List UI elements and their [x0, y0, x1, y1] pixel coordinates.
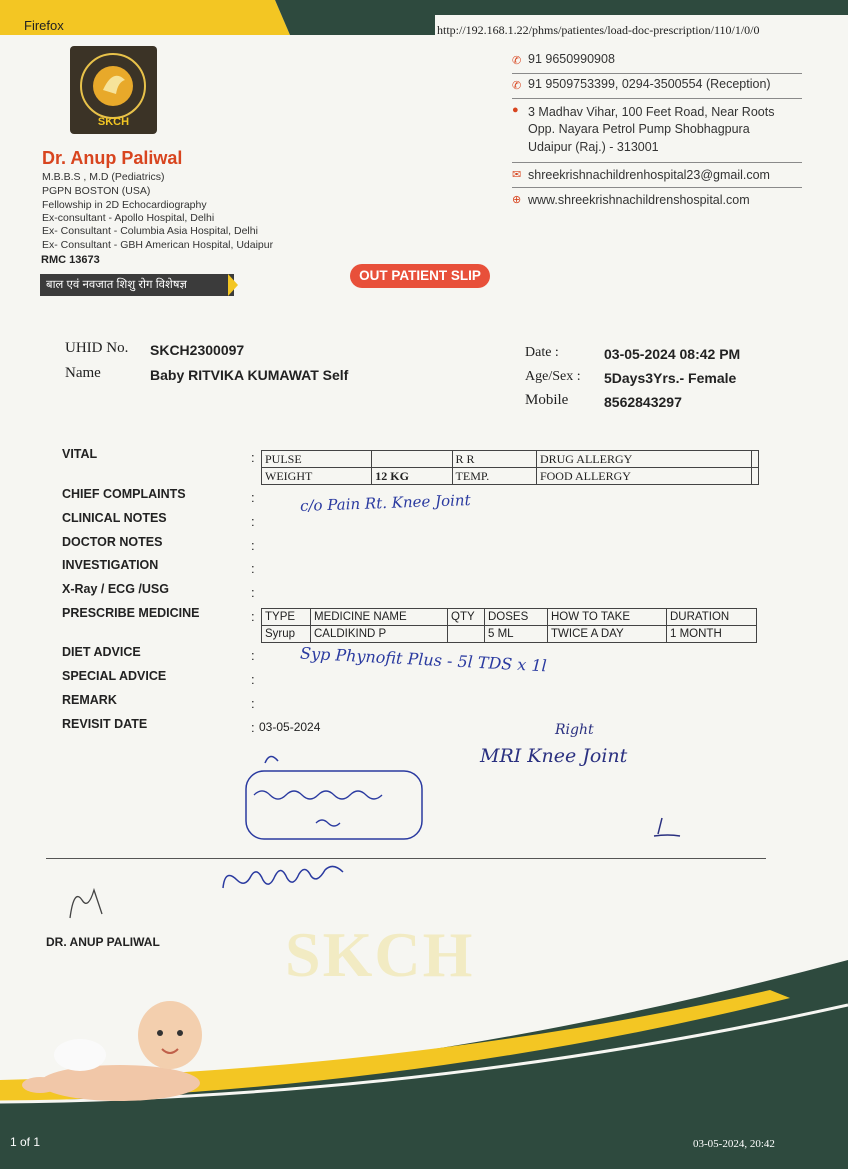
- handwritten-mark: [650, 812, 690, 842]
- qualification-line: Ex- Consultant - GBH American Hospital, Udaipur: [42, 239, 274, 251]
- contact-divider: [512, 73, 802, 74]
- vitals-table: [261, 450, 759, 485]
- phone-icon: ✆: [512, 80, 522, 92]
- colon: :: [251, 490, 255, 505]
- table-header: MEDICINE NAME: [311, 609, 448, 626]
- xray-label: X-Ray / ECG /USG: [62, 582, 169, 596]
- clinical-notes-label: CLINICAL NOTES: [62, 511, 167, 525]
- pulse-cell: PULSE: [262, 451, 372, 468]
- table-cell: Syrup: [262, 626, 311, 643]
- contact-divider: [512, 187, 802, 188]
- colon: :: [251, 720, 255, 735]
- rr-cell: R R: [452, 451, 536, 468]
- signature-icon: [60, 878, 110, 928]
- uhid-value: SKCH2300097: [150, 342, 245, 358]
- table-header: HOW TO TAKE: [548, 609, 667, 626]
- mobile-value: 8562843297: [604, 394, 682, 410]
- colon: :: [251, 561, 255, 576]
- colon: :: [251, 696, 255, 711]
- contact-divider: [512, 98, 802, 99]
- table-cell: 1 MONTH: [667, 626, 757, 643]
- hindi-title: बाल एवं नवजात शिशु रोग विशेषज्ञ: [40, 274, 234, 296]
- table-cell: [752, 451, 759, 468]
- table-cell: [448, 626, 485, 643]
- mobile-label: Mobile: [525, 392, 569, 408]
- globe-icon: ⊕: [512, 194, 522, 206]
- table-header-row: [262, 609, 757, 626]
- email-link[interactable]: shreekrishnachildrenhospital23@gmail.com: [528, 168, 770, 182]
- weight-value-cell: 12 KG: [372, 468, 452, 485]
- medicine-table: [261, 608, 757, 643]
- table-cell: CALDIKIND P: [311, 626, 448, 643]
- handwritten-signature-scribble: [215, 858, 365, 898]
- phone-icon: ✆: [512, 55, 522, 67]
- hindi-title-arrow: [228, 274, 238, 296]
- footer-divider: [46, 858, 766, 859]
- email-icon: ✉: [512, 169, 522, 181]
- page-counter: 1 of 1: [10, 1135, 41, 1149]
- special-advice-label: SPECIAL ADVICE: [62, 669, 167, 683]
- qualification-line: PGPN BOSTON (USA): [42, 185, 151, 197]
- colon: :: [251, 585, 255, 600]
- hospital-logo: [70, 46, 157, 134]
- doctor-name: Dr. Anup Paliwal: [42, 148, 183, 168]
- handwritten-mri-side: Right: [555, 722, 594, 738]
- colon: :: [251, 648, 255, 663]
- diet-advice-label: DIET ADVICE: [62, 645, 141, 659]
- logo-text: SKCH: [97, 116, 130, 128]
- revisit-date-value: 03-05-2024: [259, 720, 321, 734]
- table-header: DURATION: [667, 609, 757, 626]
- watermark-text: SKCH: [285, 919, 475, 990]
- phone-primary: 91 9650990908: [528, 52, 615, 66]
- qualification-line: M.B.B.S , M.D (Pediatrics): [42, 171, 165, 183]
- table-header: QTY: [448, 609, 485, 626]
- page-url: http://192.168.1.22/phms/patientes/load-doc-prescription/110/1/0/0: [437, 23, 760, 37]
- doctor-footer-name: DR. ANUP PALIWAL: [46, 935, 160, 949]
- doctor-stamp-scribble: [240, 745, 430, 845]
- food-allergy-cell: FOOD ALLERGY: [536, 468, 751, 485]
- drug-allergy-cell: DRUG ALLERGY: [536, 451, 751, 468]
- name-label: Name: [65, 365, 101, 381]
- print-timestamp: 03-05-2024, 20:42: [693, 1138, 775, 1150]
- table-header: DOSES: [485, 609, 548, 626]
- investigation-label: INVESTIGATION: [62, 558, 159, 572]
- address-line: 3 Madhav Vihar, 100 Feet Road, Near Roots: [528, 105, 775, 119]
- table-row: [262, 626, 757, 643]
- colon: :: [251, 514, 255, 529]
- table-header: TYPE: [262, 609, 311, 626]
- table-cell: [752, 468, 759, 485]
- qualification-line: Ex- Consultant - Columbia Asia Hospital, Delhi: [42, 225, 258, 237]
- colon: :: [251, 672, 255, 687]
- table-cell: TWICE A DAY: [548, 626, 667, 643]
- handwritten-complaint: c/o Pain Rt. Knee Joint: [299, 491, 471, 515]
- location-pin-icon: ●: [512, 104, 519, 116]
- handwritten-advice: Syp Phynofit Plus - 5l TDS x 1l: [299, 643, 548, 676]
- website-link[interactable]: www.shreekrishnachildrenshospital.com: [528, 193, 750, 207]
- browser-title: Firefox: [24, 18, 64, 33]
- vital-label: VITAL: [62, 447, 98, 461]
- pulse-value-cell: [372, 451, 452, 468]
- remark-label: REMARK: [62, 693, 117, 707]
- table-row: [262, 451, 759, 468]
- doctor-notes-label: DOCTOR NOTES: [62, 535, 163, 549]
- uhid-label: UHID No.: [65, 340, 129, 356]
- baby-illustration-icon: [20, 985, 220, 1115]
- colon: :: [251, 538, 255, 553]
- rmc-number: RMC 13673: [41, 254, 100, 266]
- table-row: [262, 468, 759, 485]
- age-sex-label: Age/Sex :: [525, 369, 581, 384]
- revisit-date-label: REVISIT DATE: [62, 717, 148, 731]
- contact-divider: [512, 162, 802, 163]
- prescribe-medicine-label: PRESCRIBE MEDICINE: [62, 606, 200, 620]
- table-cell: 5 ML: [485, 626, 548, 643]
- temp-cell: TEMP.: [452, 468, 536, 485]
- phone-reception: 91 9509753399, 0294-3500554 (Reception): [528, 77, 771, 91]
- chief-complaints-label: CHIEF COMPLAINTS: [62, 487, 186, 501]
- handwritten-mri: MRI Knee Joint: [480, 745, 628, 767]
- colon: :: [251, 609, 255, 624]
- colon: :: [251, 450, 255, 465]
- patient-name: Baby RITVIKA KUMAWAT Self: [150, 367, 349, 383]
- address-line: Opp. Nayara Petrol Pump Shobhagpura: [528, 122, 750, 136]
- address-line: Udaipur (Raj.) - 313001: [528, 140, 659, 154]
- out-patient-slip-badge: OUT PATIENT SLIP: [350, 264, 490, 288]
- qualification-line: Fellowship in 2D Echocardiography: [42, 199, 207, 211]
- date-label: Date :: [525, 345, 559, 360]
- visit-date: 03-05-2024 08:42 PM: [604, 346, 741, 362]
- age-sex-value: 5Days3Yrs.- Female: [604, 370, 737, 386]
- weight-cell: WEIGHT: [262, 468, 372, 485]
- qualification-line: Ex-consultant - Apollo Hospital, Delhi: [42, 212, 215, 224]
